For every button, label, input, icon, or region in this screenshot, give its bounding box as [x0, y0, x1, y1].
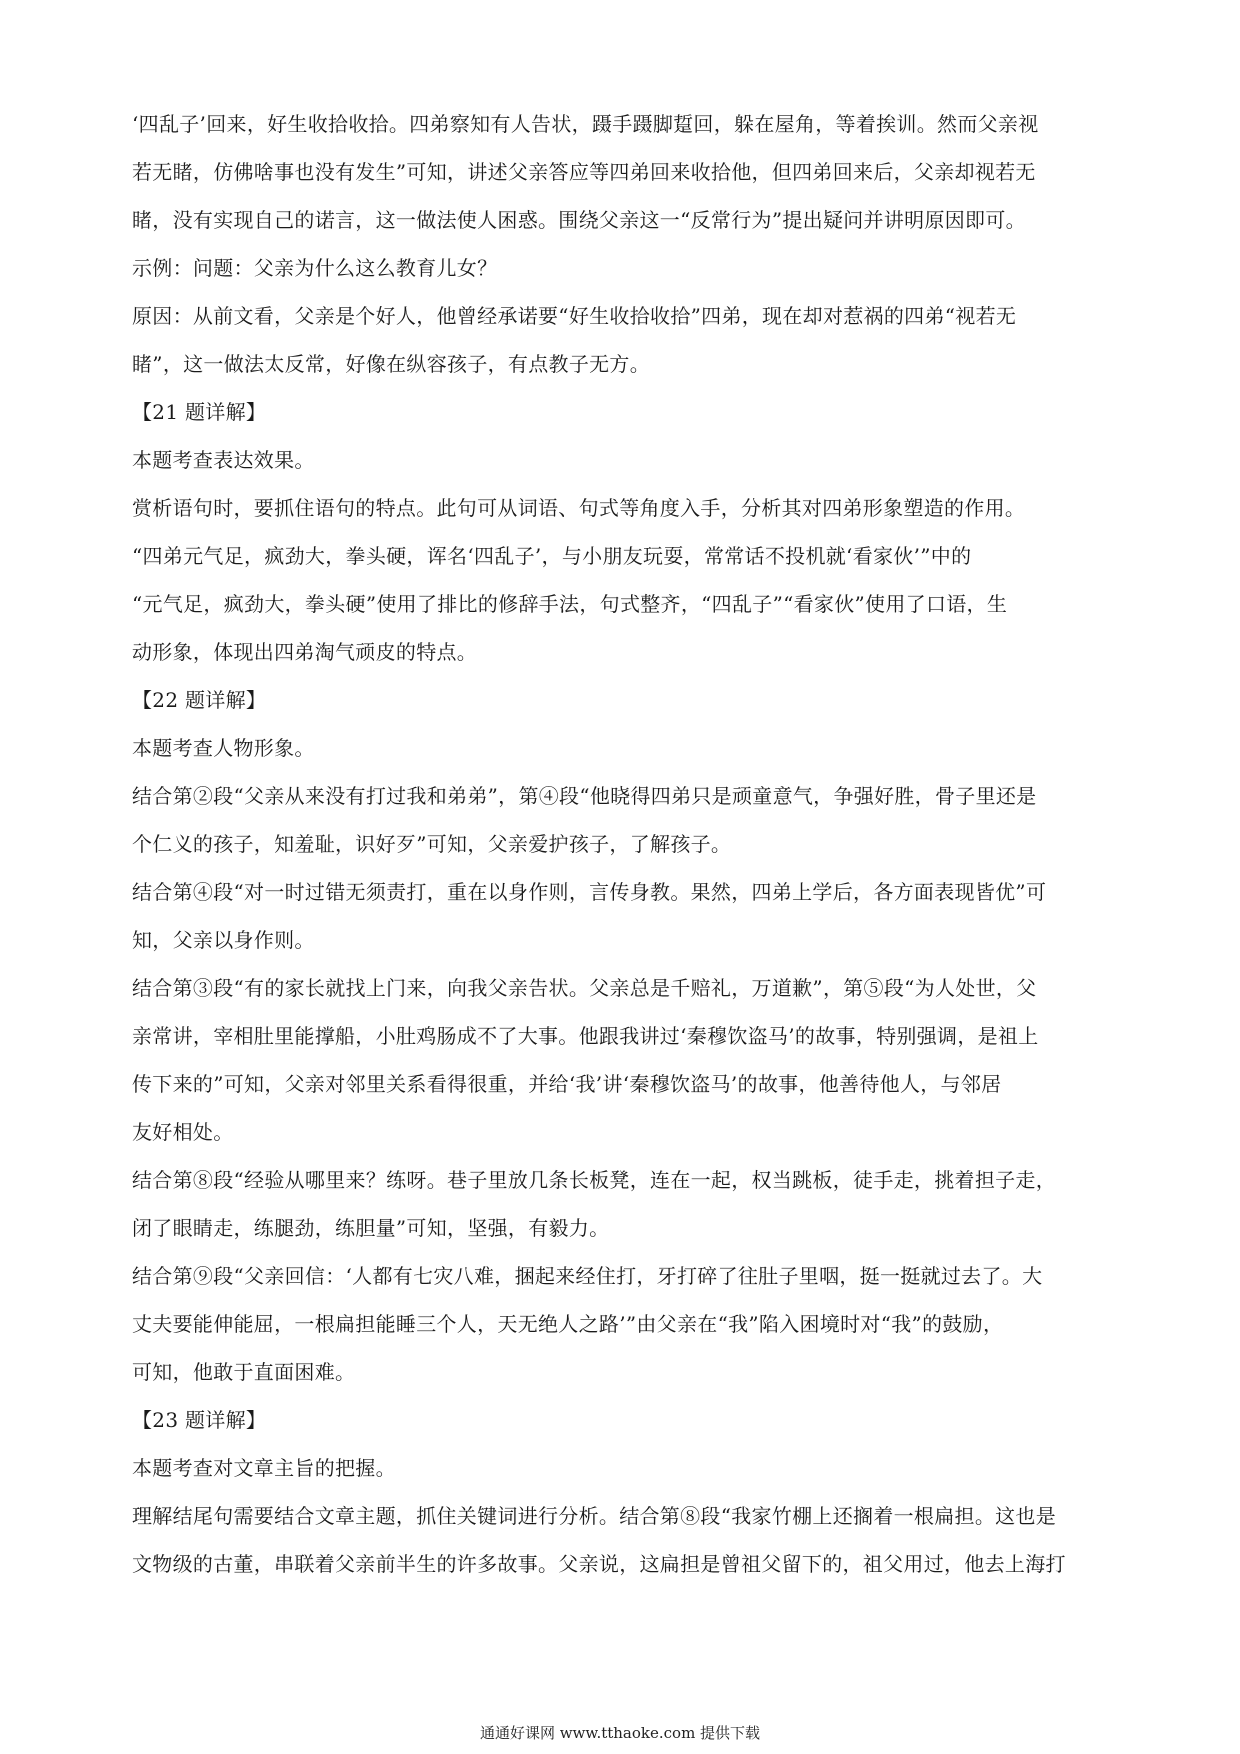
text-line: 结合第④段“对一时过错无须责打，重在以身作则，言传身教。果然，四弟上学后，各方面表现皆优”可: [132, 880, 1047, 904]
text-line: 睹”，这一做法太反常，好像在纵容孩子，有点教子无方。: [132, 352, 651, 376]
text-line: “元气足，疯劲大，拳头硬”使用了排比的修辞手法，句式整齐，“四乱子”“看家伙”使用了口语，生: [132, 592, 1008, 616]
section-heading-23: 【23 题详解】: [132, 1408, 267, 1432]
text-line: “四弟元气足，疯劲大，拳头硬，诨名‘四乱子’，与小朋友玩耍，常常话不投机就‘看家伙’”中的: [132, 544, 972, 568]
text-line: 传下来的”可知，父亲对邻里关系看得很重，并给‘我’讲‘秦穆饮盗马’的故事，他善待他人，与邻居: [132, 1072, 1002, 1096]
text-line: 结合第⑧段“经验从哪里来？练呀。巷子里放几条长板凳，连在一起，权当跳板，徒手走，挑着担子走，: [132, 1168, 1057, 1192]
text-line: 结合第⑨段“父亲回信：‘人都有七灾八难，捆起来经住打，牙打碎了往肚子里咽，挺一挺就过去了。大: [132, 1264, 1043, 1288]
text-line: 原因：从前文看，父亲是个好人，他曾经承诺要“好生收拾收拾”四弟，现在却对惹祸的四弟“视若无: [132, 304, 1017, 328]
text-line: 本题考查对文章主旨的把握。: [132, 1456, 396, 1480]
text-line: 个仁义的孩子，知羞耻，识好歹”可知，父亲爱护孩子，了解孩子。: [132, 832, 732, 856]
text-line: 示例：问题：父亲为什么这么教育儿女？: [132, 256, 498, 280]
text-line: ‘四乱子’回来，好生收拾收拾。四弟察知有人告状，蹑手蹑脚踅回，躲在屋角，等着挨训。然而父亲视: [132, 112, 1039, 136]
section-heading-21: 【21 题详解】: [132, 400, 267, 424]
text-line: 赏析语句时，要抓住语句的特点。此句可从词语、句式等角度入手，分析其对四弟形象塑造的作用。: [132, 496, 1026, 520]
text-line: 结合第②段“父亲从来没有打过我和弟弟”，第④段“他晓得四弟只是顽童意气，争强好胜，骨子里还是: [132, 784, 1037, 808]
document-body: [132, 100, 1127, 1588]
text-line: 若无睹，仿佛啥事也没有发生”可知，讲述父亲答应等四弟回来收拾他，但四弟回来后，父亲却视若无: [132, 160, 1036, 184]
text-line: 亲常讲，宰相肚里能撑船，小肚鸡肠成不了大事。他跟我讲过‘秦穆饮盗马’的故事，特别强调，是祖上: [132, 1024, 1039, 1048]
text-line: 闭了眼睛走，练腿劲，练胆量”可知，坚强，有毅力。: [132, 1216, 610, 1240]
text-line: 知，父亲以身作则。: [132, 928, 315, 952]
text-line: 本题考查人物形象。: [132, 736, 315, 760]
text-line: 动形象，体现出四弟淘气顽皮的特点。: [132, 640, 478, 664]
text-line: 丈夫要能伸能屈，一根扁担能睡三个人，天无绝人之路’”由父亲在“我”陷入困境时对“我”的鼓励，: [132, 1312, 1004, 1336]
text-line: 睹，没有实现自己的诺言，这一做法使人困惑。围绕父亲这一“反常行为”提出疑问并讲明原因即可。: [132, 208, 1026, 232]
text-line: 理解结尾句需要结合文章主题，抓住关键词进行分析。结合第⑧段“我家竹棚上还搁着一根扁担。这也是: [132, 1504, 1057, 1528]
section-heading-22: 【22 题详解】: [132, 688, 267, 712]
text-line: 文物级的古董，串联着父亲前半生的许多故事。父亲说，这扁担是曾祖父留下的，祖父用过，他去上海打: [132, 1552, 1066, 1576]
text-line: 可知，他敢于直面困难。: [132, 1360, 356, 1384]
text-line: 友好相处。: [132, 1120, 234, 1144]
text-line: 本题考查表达效果。: [132, 448, 315, 472]
page-footer: 通通好课网 www.tthaoke.com 提供下载: [479, 1724, 761, 1742]
text-line: 结合第③段“有的家长就找上门来，向我父亲告状。父亲总是千赔礼，万道歉”，第⑤段“为人处世，父: [132, 976, 1037, 1000]
